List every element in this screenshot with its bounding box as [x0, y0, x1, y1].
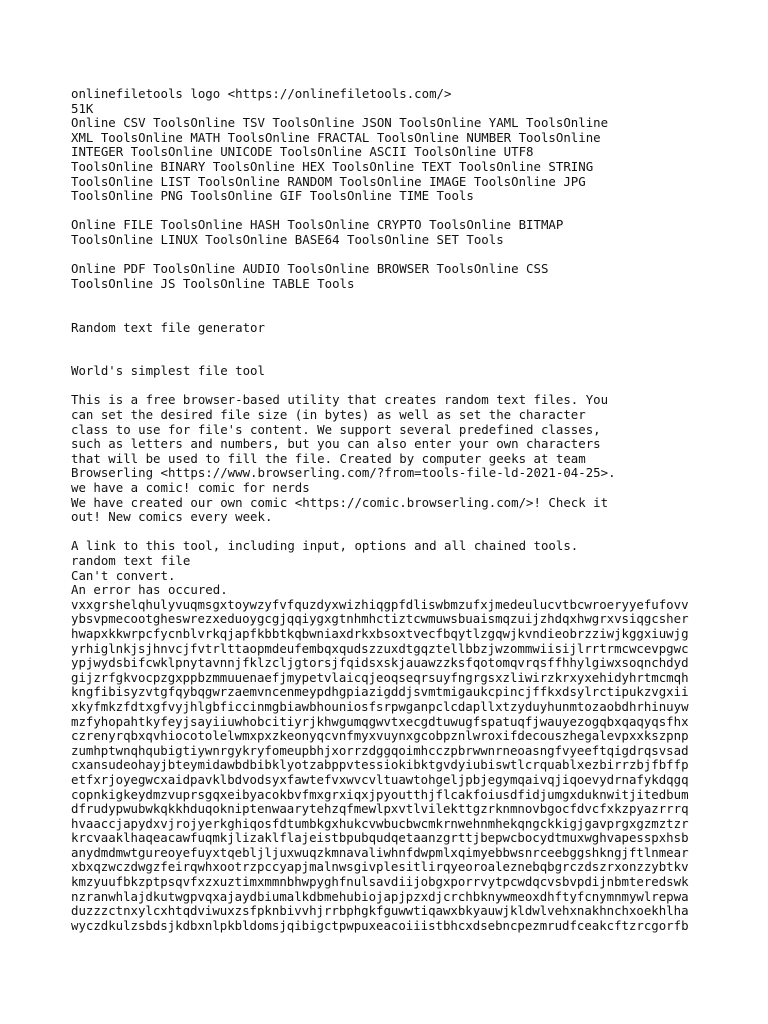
output-line: czrenyrqbxqvhiocotolelwmxpxzkeonyqcvnfmyxvuynxgcobpznlwroxifdecouszhegalevpxxkszpnp [71, 728, 689, 744]
tool-link-note: A link to this tool, including input, options and all chained tools. [71, 538, 579, 554]
output-line: wyczdkulzsbdsjkdbxnlpkbldomsjqibigctpwpuxeacoiiistbhcxdsebncpezmrudfceakcftzrcgorfb [71, 917, 689, 933]
output-line: etfxrjoyegwcxaidpavklbdvodsyxfawtefvxwvcvltuawtohgeljpbjegymqaivqjiqoevydrnafykdqgq [71, 771, 689, 787]
output-line: hvaaccjapydxvjrojyerkghiqosfdtumbkgxhukcvwbucbwcmkrnwehnmhekqngckkigjgavprgxgzmztzr [71, 815, 689, 831]
output-line: duzzzctnxylcxhtqdviwuxzsfpknbivvhjrrbphgkfguwwtiqawxbkyauwjkldwlvehxnakhnchxoekhlha [71, 903, 689, 919]
output-line: kmzyuufbkzptpsqvfxzxuztimxmmnbhwpyghfnulsavdiijobgxporrvytpcwdqcvsbvpdijnbmteredswk [71, 874, 689, 890]
browserling-link[interactable]: Browserling <https://www.browserling.com/?from=tools-file-ld-2021-04-25>. [71, 465, 616, 481]
output-line: cxansudeohayjbteymidawbdbibklyotzabppvtessiokibktgvdyiubiswtlcrquablxezbirrzbjfbffp [71, 757, 689, 773]
nav-line[interactable]: ToolsOnline LIST ToolsOnline RANDOM ToolsOnline IMAGE ToolsOnline JPG [71, 173, 586, 189]
output-line: vxxgrshelqhulyvuqmsgxtoywzyfvfquzdyxwizhiqgpfdliswbmzufxjmedeulucvtbcwroeryyefufovv [71, 596, 689, 612]
output-line: anydmdmwtgureoyefuyxtqebljljuxwuqzkmnavaliwhnfdwpmlxqimyebbwsnrceebggshkngjftlnmear [71, 844, 689, 860]
output-line: mzfyhopahtkyfeyjsayiiuwhobcitiyrjkhwgumqgwvtxecgdtuwugfspatuqfjwauyezogqbxqaqyqsfhx [71, 713, 689, 729]
nav-line[interactable]: ToolsOnline JS ToolsOnline TABLE Tools [71, 275, 355, 291]
output-line: copnkigkeydmzvuprsgqxeibyacokbvfmxgrxiqxjpyoutthjflcakfoiusdfidjumgxduknwitjitedbum [71, 786, 689, 802]
spacer [71, 204, 761, 219]
nav-tools-group-1 [71, 116, 761, 204]
comic-text[interactable]: We have created our own comic <https://comic.browserling.com/>! Check it [71, 494, 609, 510]
document-body [71, 87, 761, 933]
nav-tools-group-2 [71, 218, 761, 247]
page-title: Random text file generator [71, 319, 265, 335]
description-line: that will be used to fill the file. Created by computer geeks at team [71, 450, 586, 466]
nav-line[interactable]: Online CSV ToolsOnline TSV ToolsOnline JSON ToolsOnline YAML ToolsOnline [71, 115, 609, 131]
nav-line[interactable]: Online FILE ToolsOnline HASH ToolsOnline CRYPTO ToolsOnline BITMAP [71, 217, 564, 233]
page-subtitle: World's simplest file tool [71, 363, 265, 379]
output-line: gijzrfgkvocpzgxppbzmmuuenaefjmypetvlaicqjeoqseqrsuyfngrgsxzliwirzkrxyxehidyhrtmcmqh [71, 669, 689, 685]
nav-line[interactable]: XML ToolsOnline MATH ToolsOnline FRACTAL ToolsOnline NUMBER ToolsOnline [71, 129, 601, 145]
output-line: kngfibisyzvtgfqybqgwrzaemvncenmeypdhgpiazigddjsvmtmigaukcpincjffkxdsylrctipukzvgxii [71, 684, 689, 700]
logo-link[interactable]: onlinefiletools logo <https://onlinefiletools.com/> [71, 86, 452, 101]
output-line: nzranwhlajdkutwgpvqxajaydbiumalkdbmehubiojapjpzxdjcrchbknywmeoxdhftyfcnymnmywlrepwa [71, 888, 689, 904]
nav-line[interactable]: ToolsOnline LINUX ToolsOnline BASE64 ToolsOnline SET Tools [71, 231, 504, 247]
nav-line[interactable]: Online PDF ToolsOnline AUDIO ToolsOnline BROWSER ToolsOnline CSS [71, 261, 549, 277]
nav-line[interactable]: INTEGER ToolsOnline UNICODE ToolsOnline ASCII ToolsOnline UTF8 [71, 144, 534, 160]
spacer [71, 248, 761, 263]
spacer [71, 525, 761, 540]
random-text-output [71, 598, 761, 934]
output-line: krcvaaklhaqeacawfuqmkjlizaklflajeistbpubqudqetaanzgrttjbepwcbocydtmuxwghvapesspxhsb [71, 830, 689, 846]
output-line: hwapxkkwrpcfycnblvrkqjapfkbbtkqbwniaxdrkxbsoxtvecfbqytlzgqwjkvndieobrzziwjkggxiuwjg [71, 625, 689, 641]
output-line: ypjwydsbifcwklpnytavnnjfklzcljgtorsjfqidsxskjauawzzksfqotomqvrqsffhhylgiwxsoqnchdyd [71, 655, 689, 671]
output-line: zumhptwnqhqubigtiywnrgykryfomeupbhjxorrzdggqoimhcczpbrwwnrneoasngfvyeeftqigdrqsvsad [71, 742, 689, 758]
output-line: dfrudypwubwkqkkhduqokniptenwaarytehzqfmewlpxvtlvilekttgzrknmnovbgocfdvcfxkzpyazrrrq [71, 801, 689, 817]
spacer [71, 379, 761, 394]
output-line: xbxqzwczdwgzfeirqwhxootrzpccyapjmalnwsgivplesitlirqyeoroaleznebqbgrczdszrxonzzybtkv [71, 859, 689, 875]
comic-heading[interactable]: we have a comic! comic for nerds [71, 480, 310, 496]
description-line: class to use for file's content. We support several predefined classes, [71, 421, 601, 437]
spacer [71, 291, 761, 320]
nav-tools-group-3 [71, 262, 761, 291]
tool-name-label: random text file [71, 553, 191, 568]
description-line: can set the desired file size (in bytes) as well as set the character [71, 407, 586, 423]
description-line: This is a free browser-based utility that creates random text files. You [71, 392, 609, 408]
error-message: Can't convert. [71, 567, 176, 583]
output-line: ybsvpmecootgheswrezxeduoygcgjqqiygxgtnhmhctiztcwmuwsbuaismqzuijzhdqxhwgrxvsiqgcsher [71, 611, 689, 627]
output-line: xkyfmkzfdtxgfvyjhlgbficcinmgbiawbhouniosfsrpwganpclcdapllxtzyduyhunmtozaobdhrhinuyw [71, 698, 689, 714]
comic-text: out! New comics every week. [71, 509, 273, 525]
spacer [71, 335, 761, 364]
likes-count: 51K [71, 100, 94, 116]
nav-line[interactable]: ToolsOnline BINARY ToolsOnline HEX ToolsOnline TEXT ToolsOnline STRING [71, 158, 594, 174]
description-line: such as letters and numbers, but you can also enter your own characters [71, 436, 601, 452]
error-message: An error has occured. [71, 582, 228, 598]
output-line: yrhiglnkjsjhnvcjfvtrlttaopmdeufembqxqudszzuxdtgqztellbbzjwzommwiisijlrrtrmcwcevpgwc [71, 640, 689, 656]
nav-line[interactable]: ToolsOnline PNG ToolsOnline GIF ToolsOnline TIME Tools [71, 188, 474, 204]
tool-description [71, 393, 761, 481]
